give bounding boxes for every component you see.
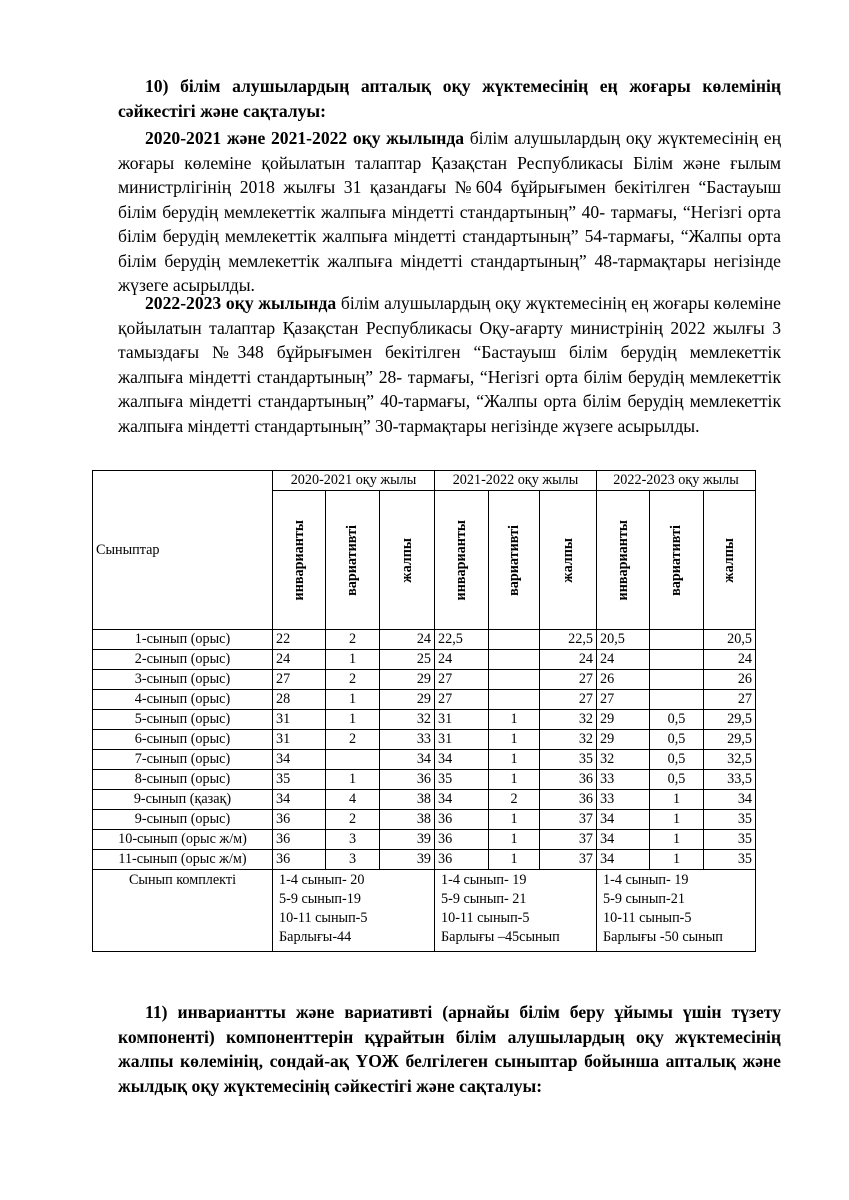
variative-cell: 3	[326, 850, 380, 870]
total-cell: 32	[380, 710, 435, 730]
subheader-label: вариативті	[344, 524, 360, 596]
total-cell: 35	[704, 830, 756, 850]
total-cell: 24	[380, 630, 435, 650]
class-name-cell: 5-сынып (орыс)	[93, 710, 273, 730]
class-name-cell: 6-сынып (орыс)	[93, 730, 273, 750]
invariant-cell: 28	[273, 690, 326, 710]
subheader-wrapper	[438, 491, 485, 629]
invariant-cell: 24	[435, 650, 489, 670]
group-header-2021-2022: 2021-2022 оқу жылы	[435, 471, 597, 491]
variative-cell: 1	[650, 810, 704, 830]
subheader-label: жалпы	[721, 537, 737, 583]
invariant-cell: 34	[435, 750, 489, 770]
komplekt-line: 1-4 сынып- 19	[441, 872, 527, 888]
total-cell: 36	[540, 770, 597, 790]
invariant-cell: 27	[435, 690, 489, 710]
class-name-cell: 9-сынып (орыс)	[93, 810, 273, 830]
variative-cell: 0,5	[650, 770, 704, 790]
variative-cell	[650, 670, 704, 690]
invariant-cell: 31	[273, 730, 326, 750]
variative-cell: 1	[489, 770, 540, 790]
variative-cell: 1	[326, 770, 380, 790]
variative-cell: 0,5	[650, 730, 704, 750]
subheader-wrapper	[492, 491, 536, 629]
paragraph-2020-2022-bold: 2020-2021 және 2021-2022 оқу жылында	[145, 128, 465, 148]
subheader-total-2	[704, 491, 756, 630]
variative-cell: 1	[326, 650, 380, 670]
variative-cell: 0,5	[650, 710, 704, 730]
table-row	[93, 830, 756, 850]
total-cell: 29,5	[704, 730, 756, 750]
subheader-variative-0	[326, 491, 380, 630]
invariant-cell: 34	[597, 850, 650, 870]
section-10-heading: 10) білім алушылардың апталық оқу жүктемесінің ең жоғары көлемінің сәйкестігі және сақталуы:	[118, 76, 781, 121]
total-cell: 27	[704, 690, 756, 710]
komplekt-line: 5-9 сынып-19	[279, 891, 361, 907]
variative-cell: 1	[489, 710, 540, 730]
table-row	[93, 850, 756, 870]
variative-cell	[650, 690, 704, 710]
subheader-label: жалпы	[559, 537, 576, 583]
komplekt-label-cell: Сынып комплекті	[93, 870, 273, 952]
variative-cell	[489, 670, 540, 690]
komplekt-cell-2	[597, 870, 756, 952]
table-body	[93, 630, 756, 952]
komplekt-line: 1-4 сынып- 20	[279, 872, 365, 888]
total-cell: 29	[380, 670, 435, 690]
total-cell: 27	[540, 690, 597, 710]
total-cell: 38	[380, 810, 435, 830]
komplekt-line: 10-11 сынып-5	[441, 910, 530, 926]
subheader-invariant-2	[597, 491, 650, 630]
paragraph-2022-2023-text: білім алушылардың оқу жүктемесінің ең жоғары көлеміне қойылатын талаптар Қазақстан Республикасы Оқу-ағарту министрінің 2022 жылғы 3 тамыздағы №348 бұйрығымен бекітілген “Бастауыш білім берудің мемлекеттік жалпыға міндетті стандартының” 28- тармағы, “Негізгі орта білім берудің мемлекеттік жалпыға міндетті стандартының” 40-тармағы, “Жалпы орта білім берудің мемлекеттік жалпыға міндетті стандартының” 30-тармақтары негізінде жүзеге асырылды.	[118, 293, 781, 436]
class-name-cell: 9-сынып (қазақ)	[93, 790, 273, 810]
komplekt-line: 10-11 сынып-5	[279, 910, 368, 926]
invariant-cell: 35	[273, 770, 326, 790]
variative-cell: 0,5	[650, 750, 704, 770]
total-cell: 24	[704, 650, 756, 670]
invariant-cell: 29	[597, 730, 650, 750]
invariant-cell: 36	[435, 830, 489, 850]
invariant-cell: 27	[435, 670, 489, 690]
invariant-cell: 34	[597, 830, 650, 850]
table-group-header-row	[93, 471, 756, 491]
table-row	[93, 810, 756, 830]
invariant-cell: 20,5	[597, 630, 650, 650]
subheader-wrapper	[543, 491, 593, 629]
group-header-2022-2023: 2022-2023 оқу жылы	[597, 471, 756, 491]
invariant-cell: 24	[273, 650, 326, 670]
invariant-cell: 22,5	[435, 630, 489, 650]
variative-cell: 1	[326, 690, 380, 710]
invariant-cell: 33	[597, 770, 650, 790]
variative-cell: 1	[650, 790, 704, 810]
table-corner-header: Сыныптар	[93, 471, 273, 630]
total-cell: 37	[540, 810, 597, 830]
komplekt-line: 1-4 сынып- 19	[603, 872, 689, 888]
subheader-total-0	[380, 491, 435, 630]
invariant-cell: 27	[273, 670, 326, 690]
total-cell: 33	[380, 730, 435, 750]
subheader-wrapper	[707, 491, 752, 629]
invariant-cell: 32	[597, 750, 650, 770]
class-name-cell: 1-сынып (орыс)	[93, 630, 273, 650]
paragraph-2020-2022-text: білім алушылардың оқу жүктемесінің ең жоғары көлеміне қойылатын талаптар Қазақстан Республикасы Білім және ғылым министрлігінің 2018 жылғы 31 қазандағы №604 бұйрығымен бекітілген “Бастауыш білім берудің мемлекеттік жалпыға міндетті стандартының” 40- тармағы, “Негізгі орта білім берудің мемлекеттік жалпыға міндетті стандартының” 54-тармағы, “Жалпы орта білім берудің мемлекеттік жалпыға міндетті стандартының” 48-тармақтары негізінде жүзеге асырылды.	[118, 128, 781, 295]
subheader-total-1	[540, 491, 597, 630]
total-cell: 36	[380, 770, 435, 790]
table-row	[93, 630, 756, 650]
invariant-cell: 29	[597, 710, 650, 730]
group-header-2020-2021: 2020-2021 оқу жылы	[273, 471, 435, 491]
total-cell: 39	[380, 850, 435, 870]
komplekt-line: Барлығы-44	[279, 929, 352, 945]
invariant-cell: 36	[435, 810, 489, 830]
total-cell: 27	[540, 670, 597, 690]
invariant-cell: 36	[273, 810, 326, 830]
variative-cell: 1	[489, 750, 540, 770]
paragraph-2022-2023-bold: 2022-2023 оқу жылында	[145, 293, 337, 313]
variative-cell: 1	[650, 830, 704, 850]
invariant-cell: 31	[435, 730, 489, 750]
variative-cell: 2	[326, 630, 380, 650]
total-cell: 36	[540, 790, 597, 810]
subheader-wrapper	[653, 491, 700, 629]
subheader-wrapper	[383, 491, 431, 629]
variative-cell: 1	[326, 710, 380, 730]
total-cell: 24	[540, 650, 597, 670]
variative-cell	[489, 690, 540, 710]
invariant-cell: 34	[273, 750, 326, 770]
table-row	[93, 730, 756, 750]
total-cell: 29	[380, 690, 435, 710]
invariant-cell: 27	[597, 690, 650, 710]
subheader-wrapper	[329, 491, 376, 629]
subheader-invariant-1	[435, 491, 489, 630]
variative-cell	[489, 650, 540, 670]
paragraph-2020-2022	[118, 126, 781, 298]
variative-cell: 2	[489, 790, 540, 810]
variative-cell: 1	[489, 810, 540, 830]
subheader-label: вариативті	[668, 524, 684, 596]
subheader-invariant-0	[273, 491, 326, 630]
variative-cell: 2	[326, 730, 380, 750]
invariant-cell: 34	[597, 810, 650, 830]
total-cell: 32,5	[704, 750, 756, 770]
invariant-cell: 34	[435, 790, 489, 810]
total-cell: 26	[704, 670, 756, 690]
variative-cell	[650, 650, 704, 670]
subheader-label: инварианты	[614, 519, 631, 601]
komplekt-cell-0	[273, 870, 435, 952]
invariant-cell: 36	[435, 850, 489, 870]
class-name-cell: 2-сынып (орыс)	[93, 650, 273, 670]
invariant-cell: 24	[597, 650, 650, 670]
komplekt-line: Барлығы -50 сынып	[603, 929, 723, 945]
total-cell: 35	[540, 750, 597, 770]
total-cell: 34	[704, 790, 756, 810]
komplekt-line: Барлығы –45сынып	[441, 929, 560, 945]
paragraph-2022-2023	[118, 291, 781, 438]
variative-cell: 1	[489, 830, 540, 850]
total-cell: 22,5	[540, 630, 597, 650]
variative-cell	[326, 750, 380, 770]
study-load-table	[92, 470, 756, 952]
class-komplekt-row	[93, 870, 756, 952]
table-row	[93, 650, 756, 670]
invariant-cell: 33	[597, 790, 650, 810]
total-cell: 37	[540, 830, 597, 850]
total-cell: 32	[540, 730, 597, 750]
table-row	[93, 770, 756, 790]
subheader-label: инварианты	[453, 519, 469, 601]
subheader-wrapper	[600, 491, 646, 629]
total-cell: 33,5	[704, 770, 756, 790]
subheader-label: инварианты	[290, 519, 307, 601]
total-cell: 38	[380, 790, 435, 810]
table-row	[93, 790, 756, 810]
variative-cell: 1	[650, 850, 704, 870]
total-cell: 34	[380, 750, 435, 770]
komplekt-line: 5-9 сынып- 21	[441, 891, 527, 907]
invariant-cell: 26	[597, 670, 650, 690]
komplekt-cell-1	[435, 870, 597, 952]
table-row	[93, 670, 756, 690]
variative-cell: 3	[326, 830, 380, 850]
variative-cell: 1	[489, 730, 540, 750]
invariant-cell: 34	[273, 790, 326, 810]
komplekt-line: 5-9 сынып-21	[603, 891, 685, 907]
invariant-cell: 35	[435, 770, 489, 790]
invariant-cell: 31	[435, 710, 489, 730]
class-name-cell: 7-сынып (орыс)	[93, 750, 273, 770]
subheader-wrapper	[276, 491, 322, 629]
subheader-variative-1	[489, 491, 540, 630]
invariant-cell: 36	[273, 830, 326, 850]
total-cell: 29,5	[704, 710, 756, 730]
total-cell: 37	[540, 850, 597, 870]
total-cell: 32	[540, 710, 597, 730]
section-11-heading: 11) инвариантты және вариативті (арнайы білім беру ұйымы үшін түзету компоненті) компоненттерін құрайтын білім алушылардың оқу жүктемесінің жалпы көлемінің, сондай-ақ ҮОЖ белгілеген сыныптар бойынша апталық және жылдық оқу жүктемесінің сәйкестігі және сақталуы:	[118, 1002, 781, 1096]
variative-cell	[489, 630, 540, 650]
total-cell: 39	[380, 830, 435, 850]
variative-cell: 4	[326, 790, 380, 810]
subheader-label: вариативті	[505, 524, 522, 596]
table-row	[93, 750, 756, 770]
class-name-cell: 11-сынып (орыс ж/м)	[93, 850, 273, 870]
subheader-label: жалпы	[398, 537, 415, 583]
table-row	[93, 710, 756, 730]
variative-cell	[650, 630, 704, 650]
class-name-cell: 4-сынып (орыс)	[93, 690, 273, 710]
komplekt-line: 10-11 сынып-5	[603, 910, 692, 926]
class-name-cell: 10-сынып (орыс ж/м)	[93, 830, 273, 850]
class-name-cell: 8-сынып (орыс)	[93, 770, 273, 790]
invariant-cell: 31	[273, 710, 326, 730]
subheader-variative-2	[650, 491, 704, 630]
class-name-cell: 3-сынып (орыс)	[93, 670, 273, 690]
total-cell: 20,5	[704, 630, 756, 650]
invariant-cell: 22	[273, 630, 326, 650]
variative-cell: 1	[489, 850, 540, 870]
variative-cell: 2	[326, 810, 380, 830]
invariant-cell: 36	[273, 850, 326, 870]
total-cell: 35	[704, 850, 756, 870]
total-cell: 25	[380, 650, 435, 670]
variative-cell: 2	[326, 670, 380, 690]
total-cell: 35	[704, 810, 756, 830]
table-row	[93, 690, 756, 710]
